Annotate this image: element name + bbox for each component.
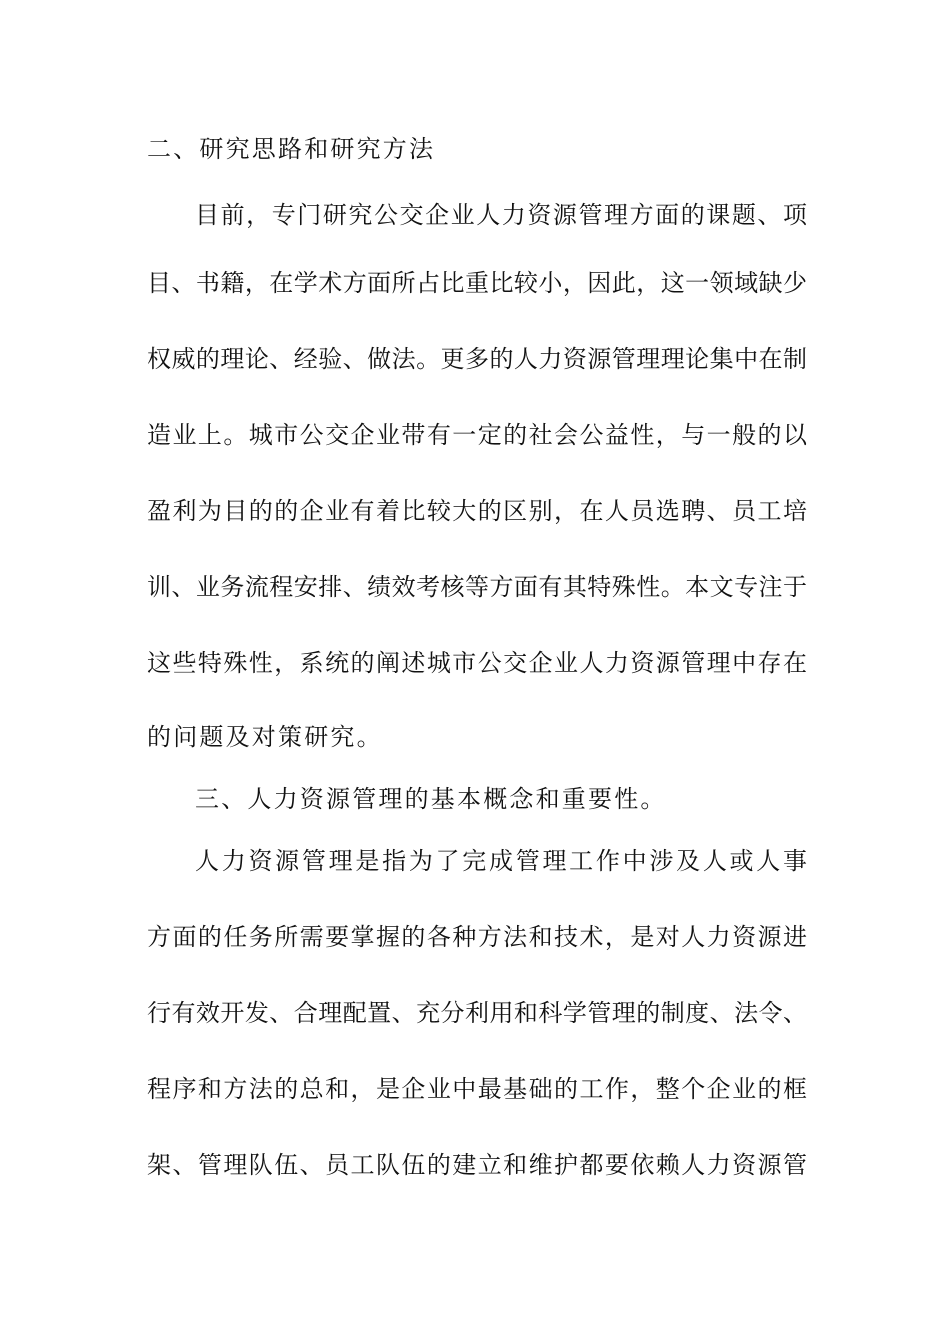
paragraph-line: 目前，专门研究公交企业人力资源管理方面的课题、项	[195, 201, 807, 229]
section-heading-research-approach: 二、研究思路和研究方法	[147, 135, 436, 163]
paragraph-line: 盈利为目的的企业有着比较大的区别，在人员选聘、员工培	[147, 497, 807, 525]
paragraph-line: 行有效开发、合理配置、充分利用和科学管理的制度、法令、	[147, 999, 807, 1027]
paragraph-line: 造业上。城市公交企业带有一定的社会公益性，与一般的以	[147, 421, 807, 449]
paragraph-line: 的问题及对策研究。	[147, 723, 383, 751]
paragraph-line: 方面的任务所需要掌握的各种方法和技术，是对人力资源进	[147, 923, 807, 951]
paragraph-line: 目、书籍，在学术方面所占比重比较小，因此，这一领域缺少	[147, 269, 807, 297]
paragraph-line: 程序和方法的总和，是企业中最基础的工作，整个企业的框	[147, 1075, 807, 1103]
paragraph-line: 训、业务流程安排、绩效考核等方面有其特殊性。本文专注于	[147, 573, 807, 601]
paragraph-line: 权威的理论、经验、做法。更多的人力资源管理理论集中在制	[147, 345, 807, 373]
paragraph-line: 人力资源管理是指为了完成管理工作中涉及人或人事	[195, 847, 807, 875]
paragraph-line: 架、管理队伍、员工队伍的建立和维护都要依赖人力资源管	[147, 1151, 807, 1179]
paragraph-line: 这些特殊性，系统的阐述城市公交企业人力资源管理中存在	[147, 649, 807, 677]
section-heading-hr-concept: 三、人力资源管理的基本概念和重要性。	[195, 785, 667, 813]
